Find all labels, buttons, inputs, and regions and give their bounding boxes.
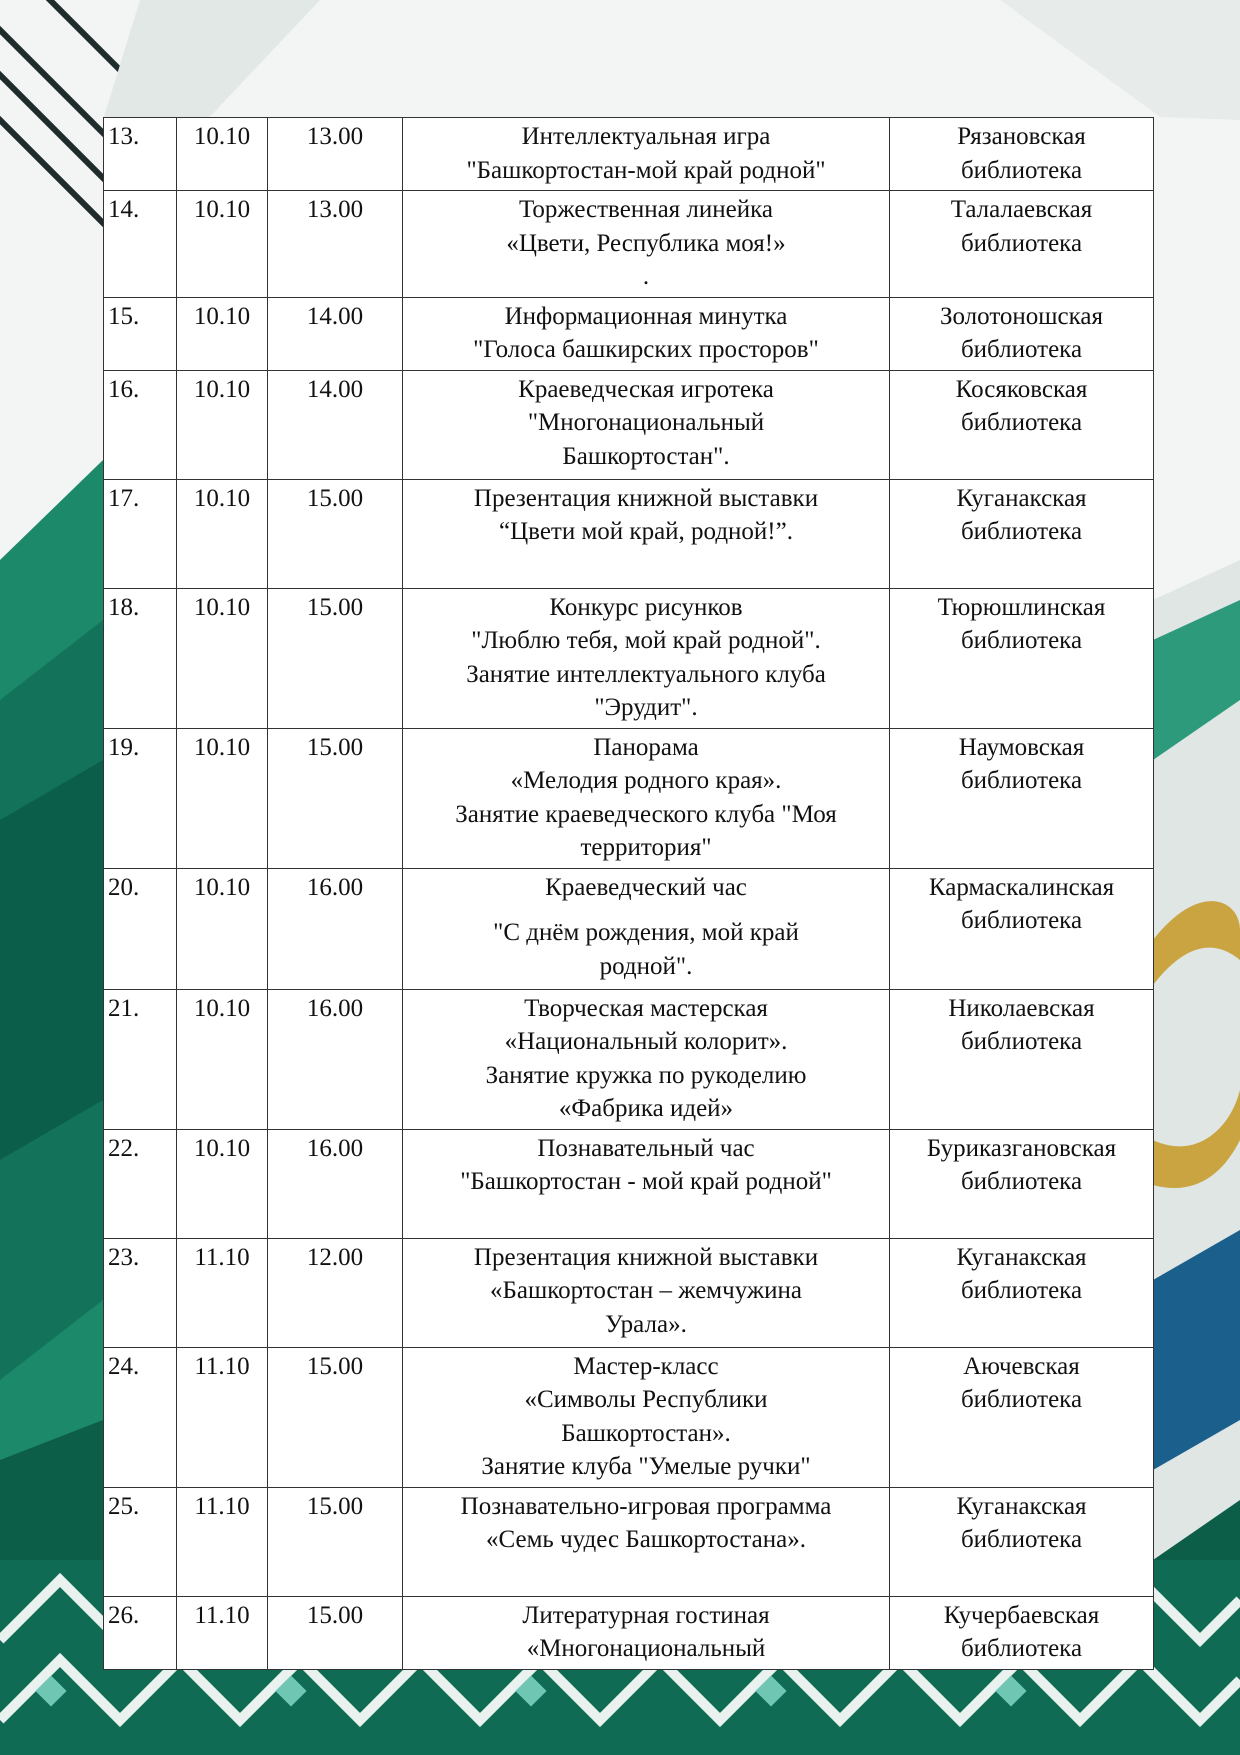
event-time: 15.00 bbox=[268, 1487, 403, 1596]
location-line: Буриказгановская bbox=[926, 1134, 1117, 1162]
table-row bbox=[104, 588, 1154, 728]
event-description bbox=[403, 479, 890, 588]
event-line: территория" bbox=[580, 834, 712, 861]
event-description bbox=[403, 868, 890, 989]
event-line: "Эрудит". bbox=[594, 694, 698, 721]
event-time: 14.00 bbox=[268, 370, 403, 479]
event-line: «Символы Республики bbox=[524, 1386, 768, 1413]
row-number: 14. bbox=[104, 191, 177, 298]
event-line: "С днём рождения, мой край bbox=[493, 919, 799, 946]
event-time: 15.00 bbox=[268, 1347, 403, 1487]
location-line: Талалаевская bbox=[950, 196, 1093, 223]
location-line: Тюрюшлинская bbox=[937, 593, 1106, 621]
event-time: 16.00 bbox=[268, 868, 403, 989]
event-location bbox=[890, 1129, 1154, 1238]
location-line: Косяковская bbox=[955, 375, 1088, 403]
event-description bbox=[403, 1129, 890, 1238]
event-description bbox=[403, 370, 890, 479]
row-number: 21. bbox=[104, 989, 177, 1129]
location-line: библиотека bbox=[960, 1168, 1083, 1195]
location-line: библиотека bbox=[960, 767, 1083, 794]
row-number: 13. bbox=[104, 118, 177, 191]
row-number: 15. bbox=[104, 297, 177, 370]
location-line: библиотека bbox=[960, 1028, 1083, 1055]
event-description bbox=[403, 728, 890, 868]
table-row bbox=[104, 1596, 1154, 1669]
row-number: 23. bbox=[104, 1238, 177, 1347]
table-row bbox=[104, 297, 1154, 370]
table-row bbox=[104, 1487, 1154, 1596]
event-location bbox=[890, 588, 1154, 728]
event-line: Литературная гостиная bbox=[522, 1601, 770, 1629]
row-number: 25. bbox=[104, 1487, 177, 1596]
location-line: библиотека bbox=[960, 229, 1083, 257]
event-line: "Башкортостан - мой край родной" bbox=[460, 1168, 832, 1195]
location-line: Кармаскалинская bbox=[928, 873, 1115, 901]
location-line: библиотека bbox=[960, 156, 1083, 184]
event-description bbox=[403, 118, 890, 191]
event-line: «Цвети, Республика моя!» bbox=[506, 229, 786, 257]
event-line: Мастер-класс bbox=[573, 1352, 719, 1380]
location-line: библиотека bbox=[960, 336, 1083, 363]
event-line: Урала». bbox=[605, 1310, 687, 1338]
location-line: библиотека bbox=[960, 1635, 1083, 1662]
events-table bbox=[103, 117, 1154, 1670]
event-location bbox=[890, 989, 1154, 1129]
event-description bbox=[403, 1347, 890, 1487]
table-row bbox=[104, 989, 1154, 1129]
table-row bbox=[104, 191, 1154, 298]
event-line: . bbox=[642, 263, 650, 290]
location-line: Куганакская bbox=[956, 1243, 1087, 1271]
location-line: библиотека bbox=[960, 627, 1083, 654]
event-description bbox=[403, 588, 890, 728]
event-date: 10.10 bbox=[177, 118, 268, 191]
table-row bbox=[104, 118, 1154, 191]
row-number: 16. bbox=[104, 370, 177, 479]
event-date: 11.10 bbox=[177, 1238, 268, 1347]
event-line: «Фабрика идей» bbox=[558, 1095, 734, 1122]
event-line: Творческая мастерская bbox=[524, 994, 768, 1022]
location-line: Николаевская bbox=[948, 994, 1095, 1022]
location-line: библиотека bbox=[960, 518, 1083, 545]
location-line: Рязановская bbox=[957, 123, 1086, 150]
event-date: 11.10 bbox=[177, 1487, 268, 1596]
event-line: Краеведческий час bbox=[545, 873, 747, 901]
event-line: Занятие интеллектуального клуба bbox=[466, 660, 826, 688]
row-number: 20. bbox=[104, 868, 177, 989]
event-time: 15.00 bbox=[268, 728, 403, 868]
row-number: 26. bbox=[104, 1596, 177, 1669]
event-date: 10.10 bbox=[177, 1129, 268, 1238]
event-time: 13.00 bbox=[268, 118, 403, 191]
event-line: Презентация книжной выставки bbox=[473, 484, 819, 512]
location-line: Золотоношская bbox=[939, 302, 1104, 330]
event-line: Краеведческая игротека bbox=[518, 375, 774, 403]
event-location bbox=[890, 1487, 1154, 1596]
event-line: Познавательно-игровая программа bbox=[460, 1492, 832, 1520]
location-line: Наумовская bbox=[958, 733, 1085, 761]
event-date: 10.10 bbox=[177, 989, 268, 1129]
event-time: 16.00 bbox=[268, 989, 403, 1129]
row-number: 18. bbox=[104, 588, 177, 728]
event-line: Интеллектуальная игра bbox=[521, 123, 771, 150]
row-number: 24. bbox=[104, 1347, 177, 1487]
location-line: библиотека bbox=[960, 1277, 1083, 1304]
row-number: 22. bbox=[104, 1129, 177, 1238]
event-line: родной". bbox=[599, 952, 693, 980]
row-number: 17. bbox=[104, 479, 177, 588]
event-line: Презентация книжной выставки bbox=[473, 1243, 819, 1271]
location-line: библиотека bbox=[960, 1386, 1083, 1413]
event-time: 15.00 bbox=[268, 1596, 403, 1669]
event-time: 16.00 bbox=[268, 1129, 403, 1238]
event-line: “Цвети мой край, родной!”. bbox=[499, 518, 793, 545]
event-location bbox=[890, 1238, 1154, 1347]
event-line: Информационная минутка bbox=[504, 302, 788, 330]
event-time: 15.00 bbox=[268, 588, 403, 728]
table-row bbox=[104, 1238, 1154, 1347]
table-row bbox=[104, 370, 1154, 479]
location-line: библиотека bbox=[960, 1526, 1083, 1553]
event-date: 11.10 bbox=[177, 1347, 268, 1487]
table-row bbox=[104, 479, 1154, 588]
event-line: Панорама bbox=[593, 733, 699, 761]
event-location bbox=[890, 297, 1154, 370]
table-row bbox=[104, 728, 1154, 868]
event-location bbox=[890, 370, 1154, 479]
event-description bbox=[403, 297, 890, 370]
event-line: "Люблю тебя, мой край родной". bbox=[471, 627, 821, 654]
event-line: Торжественная линейка bbox=[518, 196, 773, 223]
location-line: Аючевская bbox=[963, 1352, 1080, 1380]
event-time: 13.00 bbox=[268, 191, 403, 298]
event-location bbox=[890, 118, 1154, 191]
event-line: Занятие краеведческого клуба "Моя bbox=[455, 800, 837, 828]
event-date: 10.10 bbox=[177, 297, 268, 370]
event-line: «Многонациональный bbox=[526, 1635, 766, 1662]
event-line: "Многонациональный bbox=[527, 409, 765, 436]
event-line: «Национальный колорит». bbox=[504, 1028, 788, 1055]
event-date: 10.10 bbox=[177, 479, 268, 588]
event-date: 10.10 bbox=[177, 370, 268, 479]
event-line: «Мелодия родного края». bbox=[510, 767, 782, 794]
event-time: 12.00 bbox=[268, 1238, 403, 1347]
event-line: Башкортостан". bbox=[562, 442, 730, 470]
table-row bbox=[104, 1129, 1154, 1238]
event-line: Познавательный час bbox=[537, 1134, 755, 1162]
event-line: Занятие клуба "Умелые ручки" bbox=[481, 1453, 811, 1480]
row-number: 19. bbox=[104, 728, 177, 868]
event-line: «Семь чудес Башкортостана». bbox=[486, 1526, 806, 1553]
location-line: Куганакская bbox=[956, 1492, 1087, 1520]
event-line: Башкортостан». bbox=[561, 1419, 731, 1447]
event-line: Конкурс рисунков bbox=[549, 593, 743, 621]
event-description bbox=[403, 1596, 890, 1669]
event-location bbox=[890, 868, 1154, 989]
location-line: Куганакская bbox=[956, 484, 1087, 512]
event-date: 10.10 bbox=[177, 191, 268, 298]
event-time: 15.00 bbox=[268, 479, 403, 588]
event-date: 11.10 bbox=[177, 1596, 268, 1669]
event-description bbox=[403, 989, 890, 1129]
event-location bbox=[890, 1596, 1154, 1669]
event-date: 10.10 bbox=[177, 868, 268, 989]
table-row bbox=[104, 868, 1154, 989]
event-date: 10.10 bbox=[177, 728, 268, 868]
event-location bbox=[890, 191, 1154, 298]
event-description bbox=[403, 1238, 890, 1347]
event-line: "Голоса башкирских просторов" bbox=[473, 336, 819, 363]
event-description bbox=[403, 1487, 890, 1596]
event-date: 10.10 bbox=[177, 588, 268, 728]
event-line: «Башкортостан – жемчужина bbox=[490, 1277, 802, 1304]
event-line: "Башкортостан-мой край родной" bbox=[466, 156, 826, 184]
event-line: Занятие кружка по рукоделию bbox=[485, 1061, 807, 1089]
table-row bbox=[104, 1347, 1154, 1487]
event-location bbox=[890, 479, 1154, 588]
event-time: 14.00 bbox=[268, 297, 403, 370]
location-line: библиотека bbox=[960, 409, 1083, 436]
event-description bbox=[403, 191, 890, 298]
schedule-sheet bbox=[103, 117, 1153, 1670]
location-line: Кучербаевская bbox=[943, 1601, 1100, 1629]
location-line: библиотека bbox=[960, 907, 1083, 934]
event-location bbox=[890, 1347, 1154, 1487]
event-location bbox=[890, 728, 1154, 868]
